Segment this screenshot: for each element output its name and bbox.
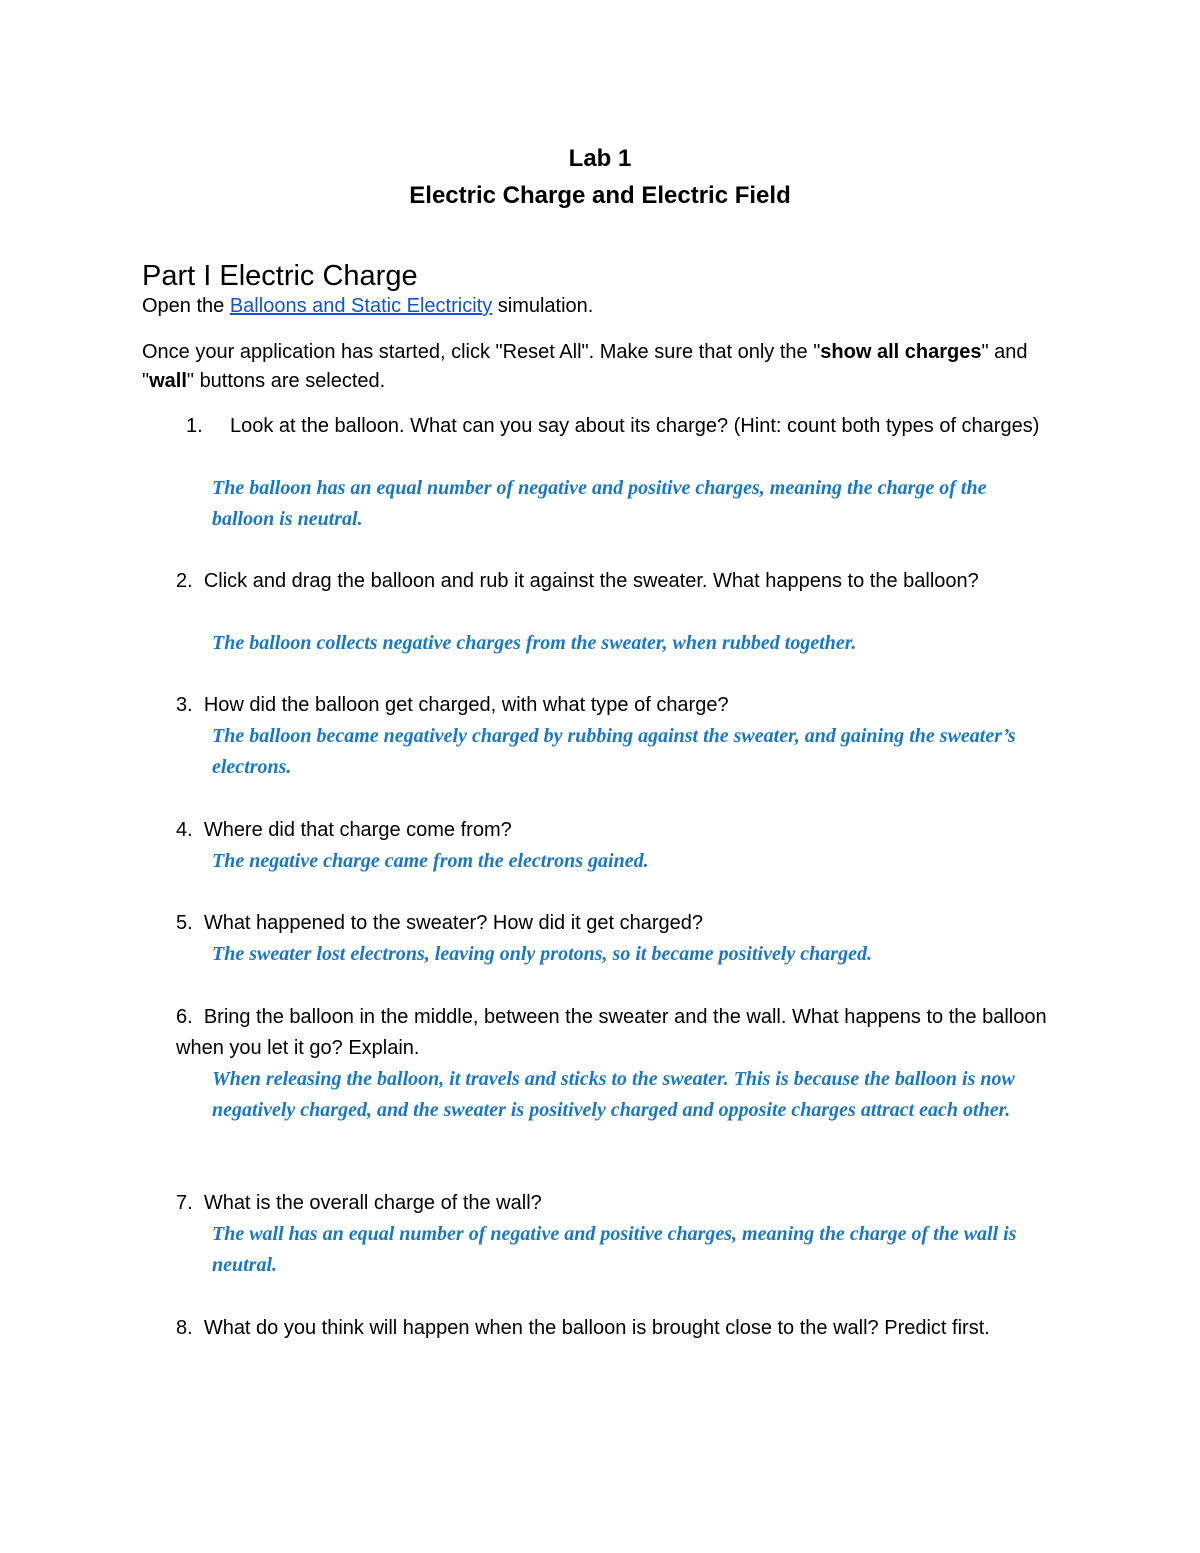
part-heading: Part I Electric Charge — [142, 260, 418, 292]
instruction-text-c: " buttons are selected. — [186, 370, 386, 392]
question-number: 4. — [176, 819, 193, 841]
instruction-show-all-charges: show all charges — [820, 341, 982, 363]
lab-subject-title: Electric Charge and Electric Field — [409, 182, 791, 209]
answer-1: The balloon has an equal number of negative and positive charges, meaning the charge of the balloon is neutral. — [212, 477, 987, 530]
question-text: Where did that charge come from? — [203, 819, 512, 841]
lab-number-title: Lab 1 — [568, 145, 632, 172]
intro-open-prefix: Open the — [142, 295, 230, 317]
answer-4: The negative charge came from the electrons gained. — [212, 850, 649, 872]
answer-5: The sweater lost electrons, leaving only protons, so it became positively charged. — [212, 943, 872, 965]
instruction-text-b: " and " — [142, 341, 1028, 392]
intro-open-instruction — [142, 292, 1072, 321]
question-number: 3. — [176, 694, 193, 716]
intro-open-suffix: simulation. — [492, 295, 594, 317]
question-1 — [186, 411, 1066, 442]
question-number: 8. — [176, 1317, 193, 1339]
question-number: 7. — [176, 1192, 193, 1214]
question-2 — [176, 566, 1056, 597]
question-number: 1. — [186, 415, 203, 437]
answer-3: The balloon became negatively charged by rubbing against the sweater, and gaining the sweater’s electrons. — [212, 725, 1016, 778]
question-number: 5. — [176, 912, 193, 934]
intro-reset-instruction — [142, 338, 1072, 396]
question-8 — [176, 1313, 1056, 1344]
question-5 — [176, 908, 1056, 939]
answer-6: When releasing the balloon, it travels and sticks to the sweater. This is because the balloon is now negatively charged, and the sweater is positively charged and opposite charges attract each other. — [212, 1068, 1015, 1121]
answer-7: The wall has an equal number of negative and positive charges, meaning the charge of the wall is neutral. — [212, 1223, 1017, 1276]
instruction-wall: wall — [149, 370, 187, 392]
question-6 — [176, 1002, 1061, 1064]
question-7 — [176, 1188, 1056, 1219]
question-text: Bring the balloon in the middle, between the sweater and the wall. What happens to the balloon when you let it go? Explain. — [176, 1006, 1047, 1059]
question-number: 2. — [176, 570, 193, 592]
question-4 — [176, 815, 1056, 846]
document-title — [0, 140, 1200, 214]
question-3 — [176, 690, 1056, 721]
question-number: 6. — [176, 1006, 193, 1028]
question-text: Look at the balloon. What can you say about its charge? (Hint: count both types of charges) — [230, 415, 1040, 437]
question-text: What do you think will happen when the balloon is brought close to the wall? Predict first. — [203, 1317, 990, 1339]
question-text: Click and drag the balloon and rub it against the sweater. What happens to the balloon? — [203, 570, 979, 592]
question-text: What happened to the sweater? How did it get charged? — [203, 912, 704, 934]
instruction-text-a: Once your application has started, click "Reset All". Make sure that only the " — [142, 341, 821, 363]
answer-2: The balloon collects negative charges from the sweater, when rubbed together. — [212, 632, 857, 654]
simulation-link[interactable]: Balloons and Static Electricity — [229, 295, 493, 317]
question-text: What is the overall charge of the wall? — [203, 1192, 542, 1214]
question-text: How did the balloon get charged, with what type of charge? — [203, 694, 729, 716]
